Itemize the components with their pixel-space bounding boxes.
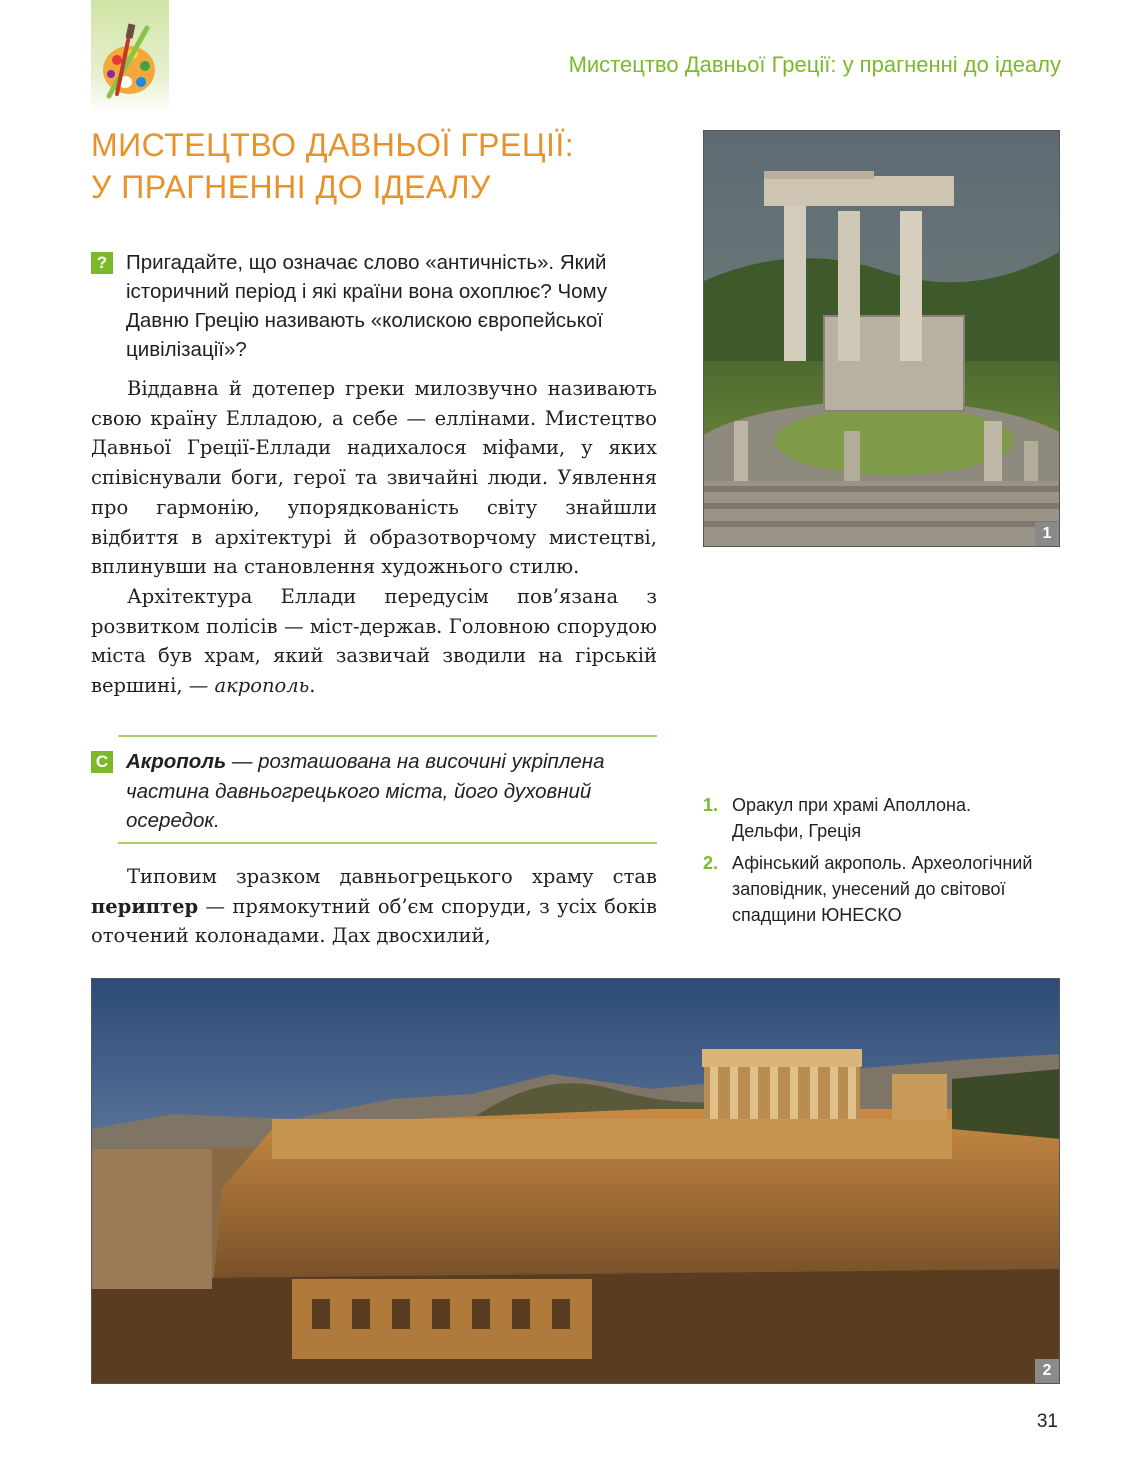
title-line-1: МИСТЕЦТВО ДАВНЬОЇ ГРЕЦІЇ: [91,127,575,163]
caption-text: Оракул при храмі Аполлона. Дельфи, Греція [732,795,971,841]
photo-acropolis [91,978,1060,1384]
photo-number-badge: 1 [1035,522,1059,546]
section-tab [91,0,169,113]
definition-text: Акрополь — розташована на височині укріплена частина давньогрецького міста, його духовний осередок. [126,750,605,832]
paragraph: Архітектура Еллади передусім пов’язана з розвитком полісів — міст-держав. Головною спорудою міста був храм, який зазвичай зводили на гірській вершині, — акрополь. [91,584,657,698]
question-text: Пригадайте, що означає слово «античність». Який історичний період і які країни вона охоплює? Чому Давню Грецію називають «колискою європейської цивілізації»? [126,251,608,361]
definition-marker-icon: С [91,751,113,773]
question-marker-icon: ? [91,252,113,274]
definition-term: Акрополь [126,750,227,773]
running-head: Мистецтво Давньої Греції: у прагненні до ідеалу [568,52,1061,77]
title-line-2: У ПРАГНЕННІ ДО ІДЕАЛУ [91,169,491,205]
photo-number-badge: 2 [1035,1359,1059,1383]
page-number: 31 [1036,1411,1058,1432]
body-paragraph-3 [91,862,657,951]
caption-item [703,792,1033,844]
term-italic: акрополь [214,674,310,698]
delphi-tholos-image [704,131,1060,547]
caption-number: 2. [703,853,719,873]
question-block [91,248,657,364]
palette-brush-icon [97,22,161,102]
caption-item [703,850,1033,928]
paragraph: Віддавна й дотепер греки милозвучно називають свою країну Елладою, а себе — еллінами. Мистецтво Давньої Греції-Еллади надихалося міфами, у яких співіснували боги, герої та звичайні люди. Уявлення про гармонію, упорядкованість світу знайшли відбиття в архітектурі й образотворчому мистецтві, вплинувши на становлення художнього стилю. [91,377,657,579]
page-title [91,124,671,208]
term-bold: периптер [91,894,199,918]
photo-delphi-tholos [703,130,1060,547]
captions [703,792,1033,934]
paragraph: Типовим зразком давньогрецького храму став периптер — прямокутний об’єм споруди, з усіх боків оточений колонадами. Дах двосхилий, [91,865,657,948]
divider [118,735,657,737]
definition-block [91,747,657,836]
acropolis-image [92,979,1060,1384]
caption-number: 1. [703,795,719,815]
caption-text: Афінський акрополь. Археологічний заповідник, унесений до світової спадщини ЮНЕСКО [732,853,1033,925]
body-paragraphs [91,374,657,701]
divider [118,842,657,844]
